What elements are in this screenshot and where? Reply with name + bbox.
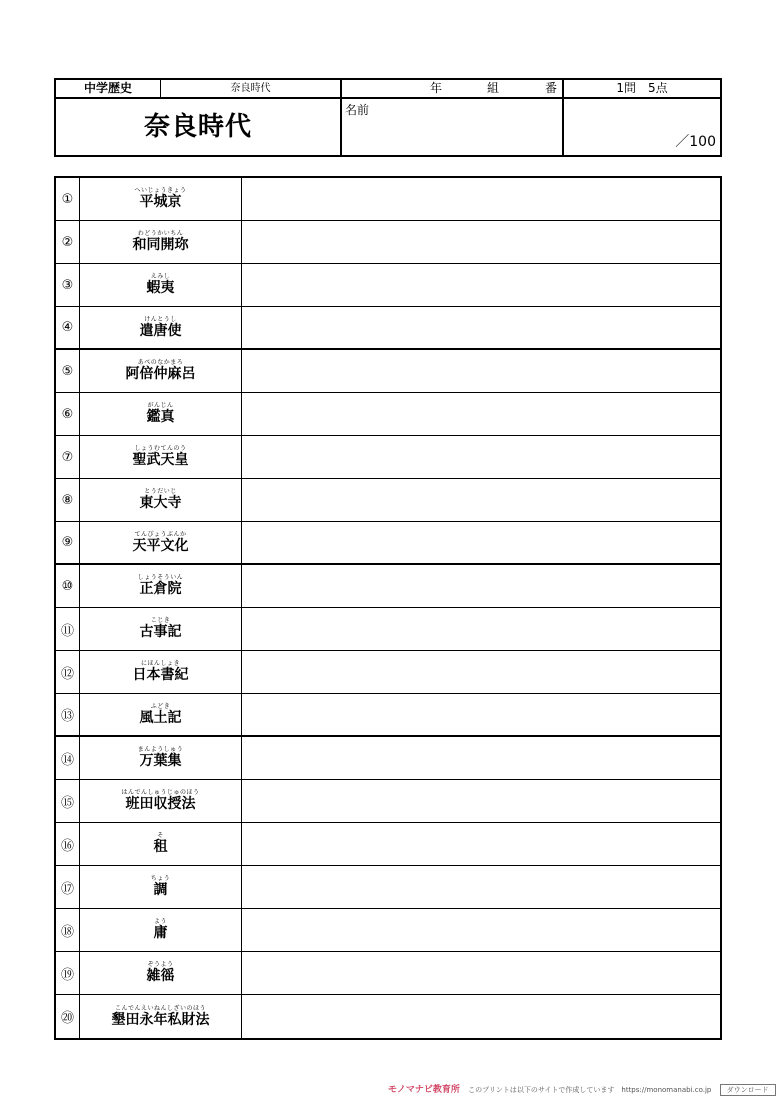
score-label: ／100 <box>675 134 716 150</box>
term-reading: てんぴょうぶんか <box>134 530 187 538</box>
question-row <box>56 221 720 264</box>
term-reading: がんじん <box>147 402 174 409</box>
question-term-cell <box>80 221 242 263</box>
term-reading: よう <box>153 918 167 925</box>
term: 古事記 <box>139 624 182 640</box>
answer-field[interactable] <box>242 307 720 348</box>
term: 調 <box>153 882 168 898</box>
term-reading: けんとうし <box>144 315 177 323</box>
question-row <box>56 780 720 823</box>
answer-field[interactable] <box>242 178 720 220</box>
term-reading: しょうむてんのう <box>134 445 187 452</box>
term-reading: ちょう <box>150 875 171 882</box>
term: 東大寺 <box>139 495 182 511</box>
question-number: ⑭ <box>56 737 80 779</box>
question-row <box>56 823 720 866</box>
answer-field[interactable] <box>242 651 720 693</box>
answer-field[interactable] <box>242 909 720 951</box>
question-term-cell <box>80 307 242 348</box>
number-label: 番 <box>545 81 558 95</box>
term: 日本書紀 <box>132 667 189 683</box>
term: 天平文化 <box>132 537 189 554</box>
class-field[interactable] <box>342 80 564 99</box>
question-term-cell <box>80 823 242 865</box>
question-term-cell <box>80 694 242 735</box>
name-label: 名前 <box>345 103 370 117</box>
subject-label: 中学歴史 <box>56 80 161 99</box>
term: 平城京 <box>139 194 182 210</box>
question-number: ⑲ <box>56 952 80 994</box>
question-table <box>54 176 722 1040</box>
term: 聖武天皇 <box>132 452 189 468</box>
question-term-cell <box>80 479 242 521</box>
term-reading: ふどき <box>150 702 171 710</box>
question-term-cell <box>80 866 242 908</box>
question-number: ⑦ <box>56 436 80 478</box>
page-title: 奈良時代 <box>56 99 342 155</box>
question-number: ⑰ <box>56 866 80 908</box>
term-reading: とうだいじ <box>144 488 177 495</box>
question-number: ⑫ <box>56 651 80 693</box>
site-logo[interactable]: モノマナビ教育所 <box>388 1085 460 1095</box>
question-number: ⑳ <box>56 995 80 1038</box>
group-label: 組 <box>487 81 500 95</box>
question-row <box>56 909 720 952</box>
term: 遣唐使 <box>139 322 182 339</box>
answer-field[interactable] <box>242 221 720 263</box>
footer <box>388 1082 776 1096</box>
term-reading: ぞうよう <box>147 961 174 968</box>
question-term-cell <box>80 780 242 822</box>
answer-field[interactable] <box>242 952 720 994</box>
question-number: ⑪ <box>56 608 80 650</box>
question-row <box>56 995 720 1038</box>
term-reading: しょうそういん <box>137 574 184 581</box>
term: 阿倍仲麻呂 <box>125 366 196 382</box>
unit-label: 奈良時代 <box>161 80 342 99</box>
question-term-cell <box>80 995 242 1038</box>
answer-field[interactable] <box>242 479 720 521</box>
question-number: ⑩ <box>56 565 80 607</box>
question-term-cell <box>80 264 242 306</box>
name-field[interactable] <box>342 99 564 155</box>
download-link[interactable]: ダウンロード <box>720 1084 776 1096</box>
question-term-cell <box>80 565 242 607</box>
question-number: ⑱ <box>56 909 80 951</box>
question-number: ⑬ <box>56 694 80 735</box>
question-row <box>56 350 720 393</box>
answer-field[interactable] <box>242 694 720 735</box>
question-number: ③ <box>56 264 80 306</box>
answer-field[interactable] <box>242 436 720 478</box>
term: 万葉集 <box>139 753 182 769</box>
question-term-cell <box>80 178 242 220</box>
term: 班田収授法 <box>125 796 196 812</box>
answer-field[interactable] <box>242 995 720 1038</box>
term: 正倉院 <box>139 581 182 597</box>
term-reading: こんでんえいねんしざいのほう <box>114 1004 206 1012</box>
question-term-cell <box>80 608 242 650</box>
header-table <box>54 78 722 157</box>
question-term-cell <box>80 952 242 994</box>
answer-field[interactable] <box>242 608 720 650</box>
question-term-cell <box>80 436 242 478</box>
answer-field[interactable] <box>242 866 720 908</box>
term-reading: えみし <box>150 273 171 280</box>
term: 雑徭 <box>146 968 175 984</box>
term: 蝦夷 <box>146 280 175 296</box>
term-reading: こじき <box>150 617 171 624</box>
question-number: ⑮ <box>56 780 80 822</box>
question-term-cell <box>80 350 242 392</box>
term-reading: まんようしゅう <box>137 746 184 753</box>
question-row <box>56 436 720 479</box>
question-number: ⑨ <box>56 522 80 563</box>
question-row <box>56 307 720 350</box>
question-row <box>56 737 720 780</box>
question-row <box>56 694 720 737</box>
question-term-cell <box>80 393 242 435</box>
question-row <box>56 952 720 995</box>
question-row <box>56 522 720 565</box>
footer-text: このプリントは以下のサイトで作成しています https://monomanabi.co.jp <box>468 1086 712 1094</box>
question-row <box>56 178 720 221</box>
answer-field[interactable] <box>242 565 720 607</box>
answer-field[interactable] <box>242 393 720 435</box>
answer-field[interactable] <box>242 264 720 306</box>
question-row <box>56 479 720 522</box>
points-label: 1問 5点 <box>564 80 720 99</box>
answer-field[interactable] <box>242 737 720 779</box>
term-reading: にほんしょき <box>140 660 180 667</box>
term: 風土記 <box>139 709 182 726</box>
question-row <box>56 608 720 651</box>
term-reading: わどうかいちん <box>137 230 184 237</box>
question-number: ⑯ <box>56 823 80 865</box>
term: 墾田永年私財法 <box>111 1011 210 1028</box>
question-row <box>56 565 720 608</box>
question-number: ⑥ <box>56 393 80 435</box>
answer-field[interactable] <box>242 522 720 563</box>
term-reading: あべのなかまろ <box>137 359 184 366</box>
term-reading: へいじょうきょう <box>134 187 187 194</box>
question-term-cell <box>80 522 242 563</box>
year-label: 年 <box>430 81 443 95</box>
answer-field[interactable] <box>242 823 720 865</box>
question-number: ① <box>56 178 80 220</box>
score-field[interactable] <box>564 99 720 155</box>
term-reading: はんでんしゅうじゅのほう <box>121 789 200 796</box>
answer-field[interactable] <box>242 350 720 392</box>
question-term-cell <box>80 909 242 951</box>
question-row <box>56 651 720 694</box>
question-row <box>56 264 720 307</box>
question-number: ⑤ <box>56 350 80 392</box>
term: 租 <box>153 839 168 855</box>
question-row <box>56 866 720 909</box>
answer-field[interactable] <box>242 780 720 822</box>
term: 庸 <box>153 925 168 941</box>
question-term-cell <box>80 737 242 779</box>
question-number: ⑧ <box>56 479 80 521</box>
question-term-cell <box>80 651 242 693</box>
term: 和同開珎 <box>132 237 189 253</box>
question-number: ④ <box>56 307 80 348</box>
term-reading: そ <box>157 832 164 839</box>
question-number: ② <box>56 221 80 263</box>
term: 鑑真 <box>146 409 175 425</box>
question-row <box>56 393 720 436</box>
